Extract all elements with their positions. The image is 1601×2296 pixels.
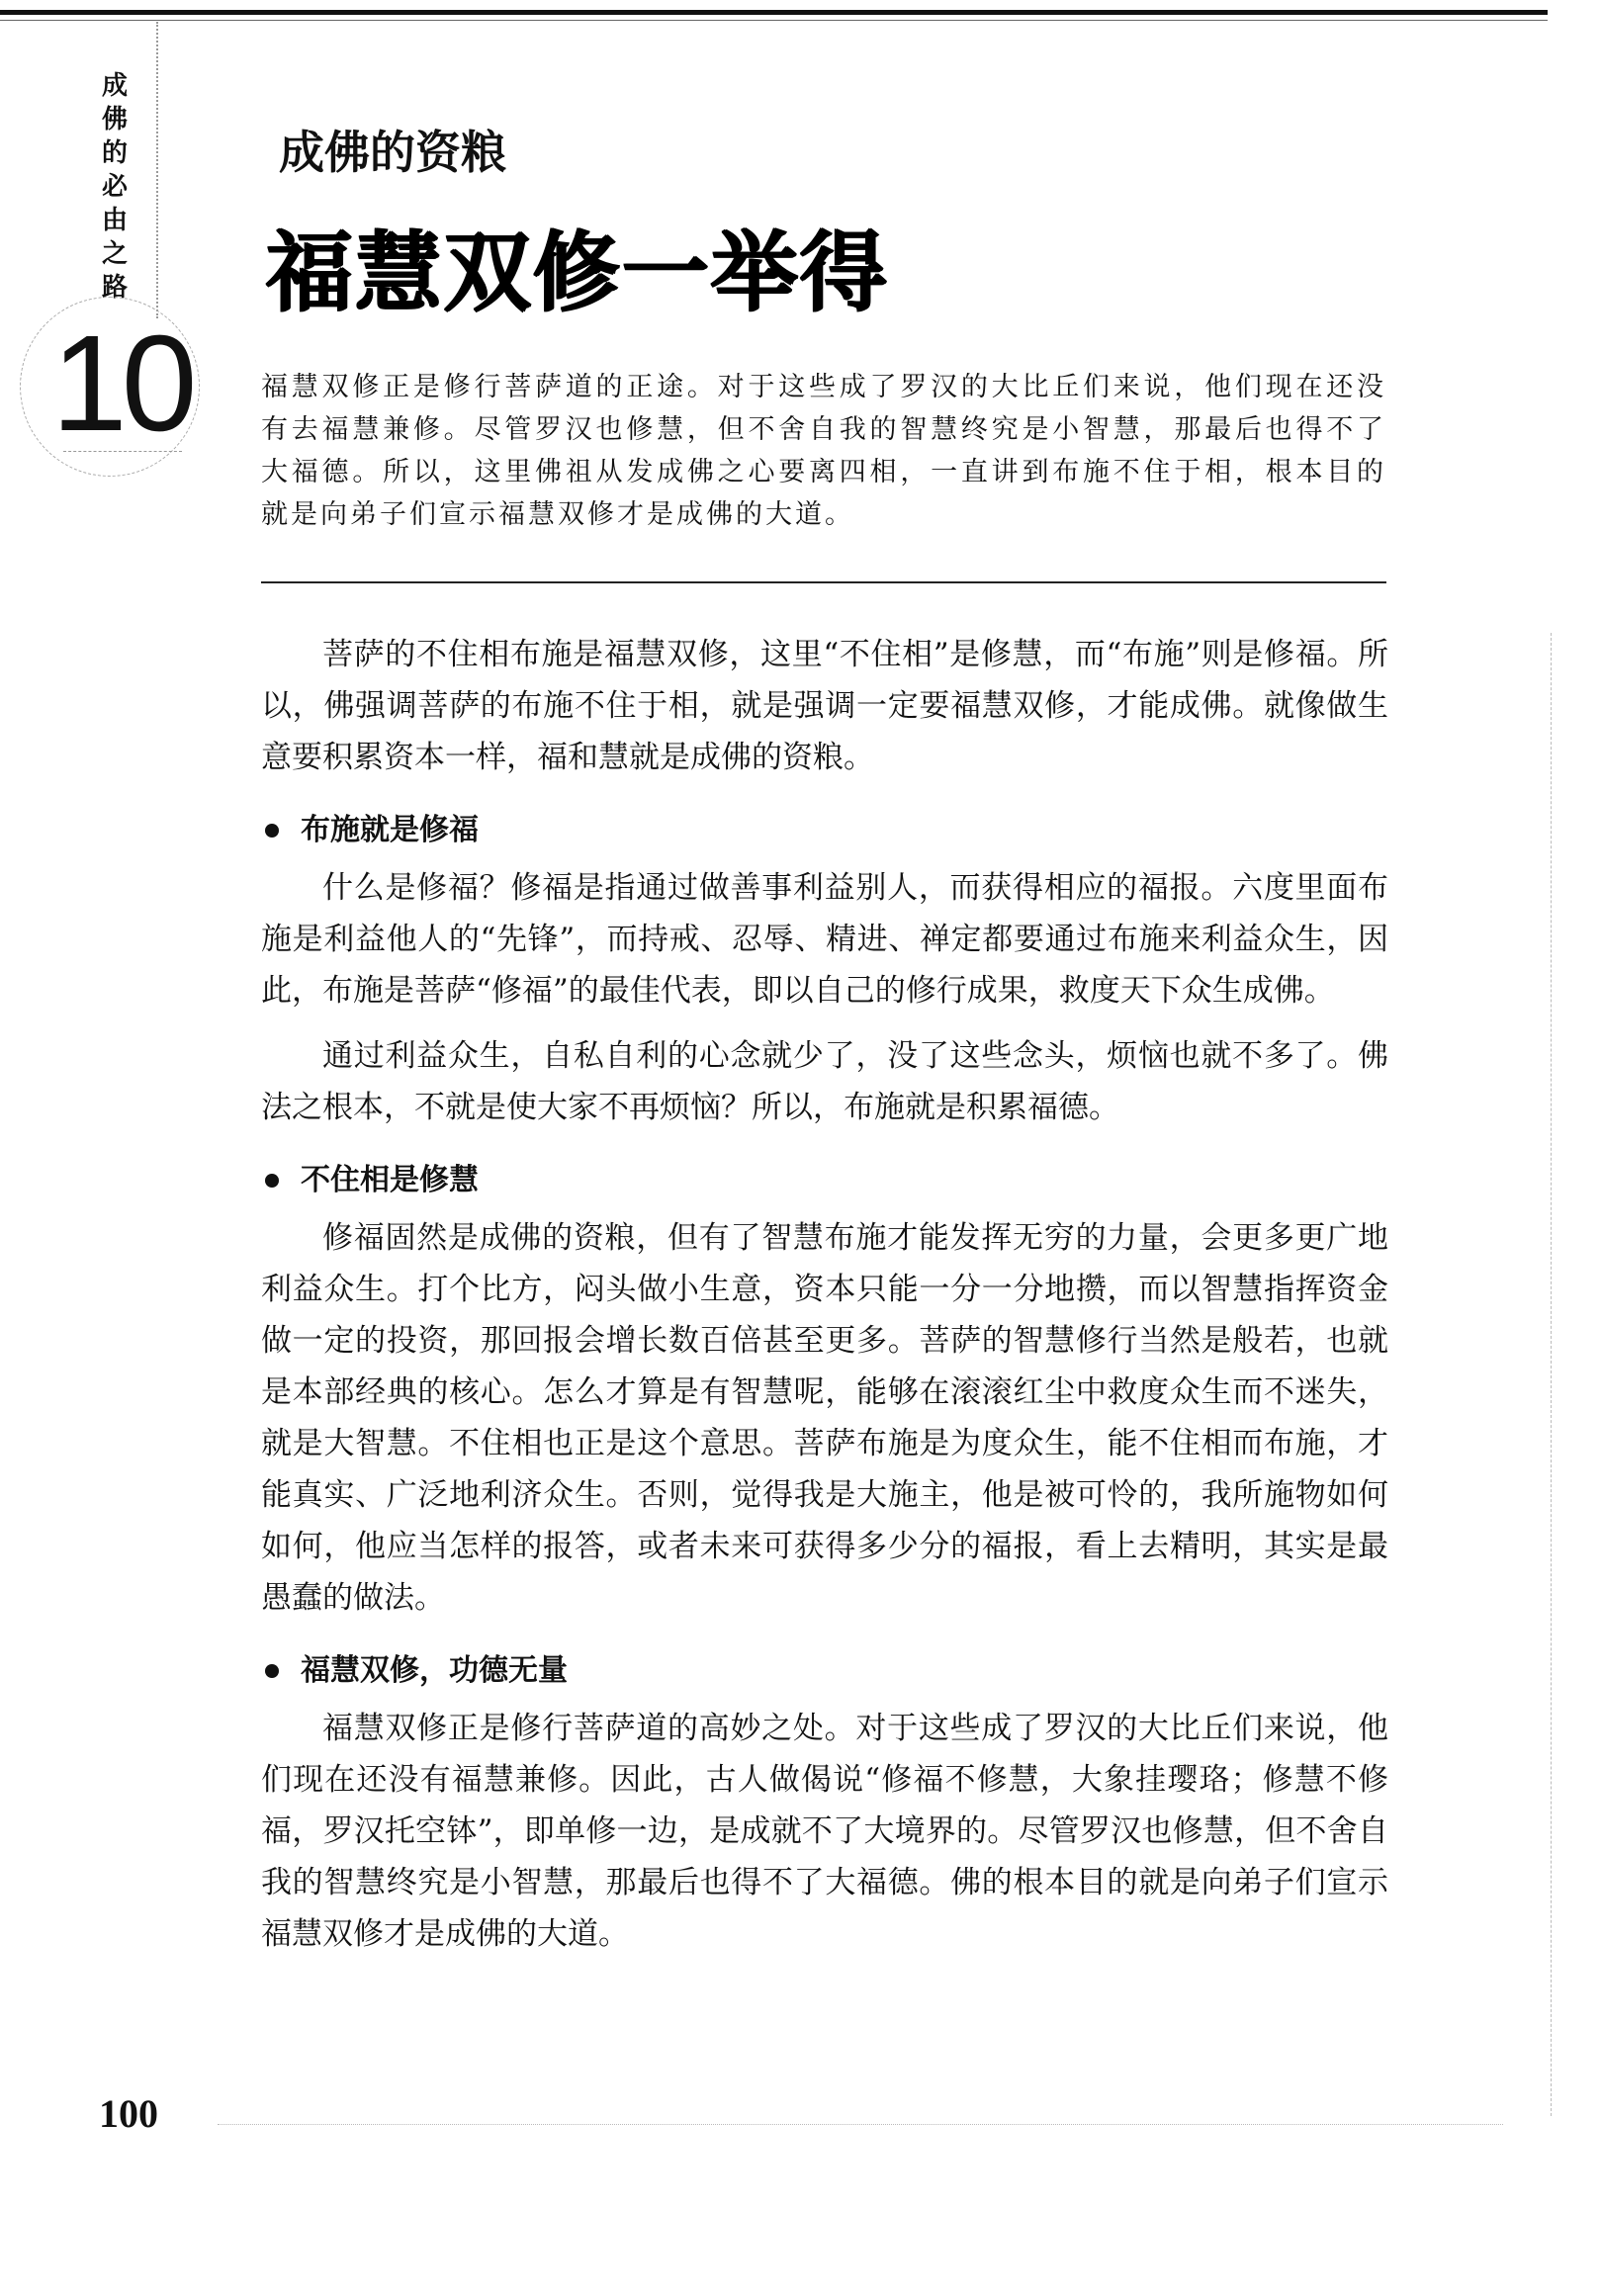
running-header-vertical: 成佛的必由之路: [101, 71, 128, 303]
bullet-icon: [265, 1174, 279, 1188]
body-paragraph: 修福固然是成佛的资粮，但有了智慧布施才能发挥无穷的力量，会更多更广地利益众生。打个比方，闷头做小生意，资本只能一分一分地攒，而以智慧指挥资金做一定的投资，那回报会增长数百倍甚至更多。菩萨的智慧修行当然是般若，也就是本部经典的核心。怎么才算是有智慧呢，能够在滚滚红尘中救度众生而不迷失，就是大智慧。不住相也正是这个意思。菩萨布施是为度众生，能不住相而布施，才能真实、广泛地利济众生。否则，觉得我是大施主，他是被可怜的，我所施物如何如何，他应当怎样的报答，或者未来可获得多少分的福报，看上去精明，其实是最愚蠢的做法。: [261, 1220, 1388, 1616]
intro-divider: [261, 581, 1386, 583]
section-heading-label: 不住相是修慧: [301, 1163, 479, 1197]
chapter-title: 福慧双修一举得: [265, 221, 889, 323]
bullet-icon: [265, 824, 279, 838]
chapter-underline: [63, 451, 182, 452]
section-heading-label: 福慧双修，功德无量: [301, 1653, 568, 1688]
side-dotted-line: [156, 22, 158, 318]
section-heading: [261, 1155, 1388, 1206]
bullet-icon: [265, 1664, 279, 1678]
chapter-number: 10: [51, 308, 192, 460]
top-rule: [0, 10, 1548, 15]
top-rule-thin: [0, 20, 1548, 21]
body-text: [261, 629, 1388, 1974]
section-heading: [261, 805, 1388, 856]
section-heading-label: 布施就是修福: [301, 813, 479, 847]
section-heading: [261, 1645, 1388, 1697]
footer-dotted-line: [218, 2124, 1503, 2125]
body-paragraph: 菩萨的不住相布施是福慧双修，这里“不住相”是修慧，而“布施”则是修福。所以，佛强调菩萨的布施不住于相，就是强调一定要福慧双修，才能成佛。就像做生意要积累资本一样，福和慧就是成佛的资粮。: [261, 637, 1388, 775]
intro-paragraph: 福慧双修正是修行菩萨道的正途。对于这些成了罗汉的大比丘们来说，他们现在还没有去福慧兼修。尽管罗汉也修慧，但不舍自我的智慧终究是小智慧，那最后也得不了大福德。所以，这里佛祖从发成佛之心要离四相，一直讲到布施不住于相，根本目的就是向弟子们宣示福慧双修才是成佛的大道。: [261, 372, 1386, 530]
body-paragraph: 通过利益众生，自私自利的心念就少了，没了这些念头，烦恼也就不多了。佛法之根本，不就是使大家不再烦恼？所以，布施就是积累福德。: [261, 1038, 1388, 1125]
right-margin-mark: [1551, 633, 1552, 2116]
chapter-subtitle: 成佛的资粮: [279, 126, 506, 179]
page-number: 100: [99, 2091, 158, 2136]
body-paragraph: 福慧双修正是修行菩萨道的高妙之处。对于这些成了罗汉的大比丘们来说，他们现在还没有福慧兼修。因此，古人做偈说“修福不修慧，大象挂璎珞；修慧不修福，罗汉托空钵”，即单修一边，是成就不了大境界的。尽管罗汉也修慧，但不舍自我的智慧终究是小智慧，那最后也得不了大福德。佛的根本目的就是向弟子们宣示福慧双修才是成佛的大道。: [261, 1711, 1388, 1952]
body-paragraph: 什么是修福？修福是指通过做善事利益别人，而获得相应的福报。六度里面布施是利益他人的“先锋”，而持戒、忍辱、精进、禅定都要通过布施来利益众生，因此，布施是菩萨“修福”的最佳代表，即以自己的修行成果，救度天下众生成佛。: [261, 870, 1388, 1009]
